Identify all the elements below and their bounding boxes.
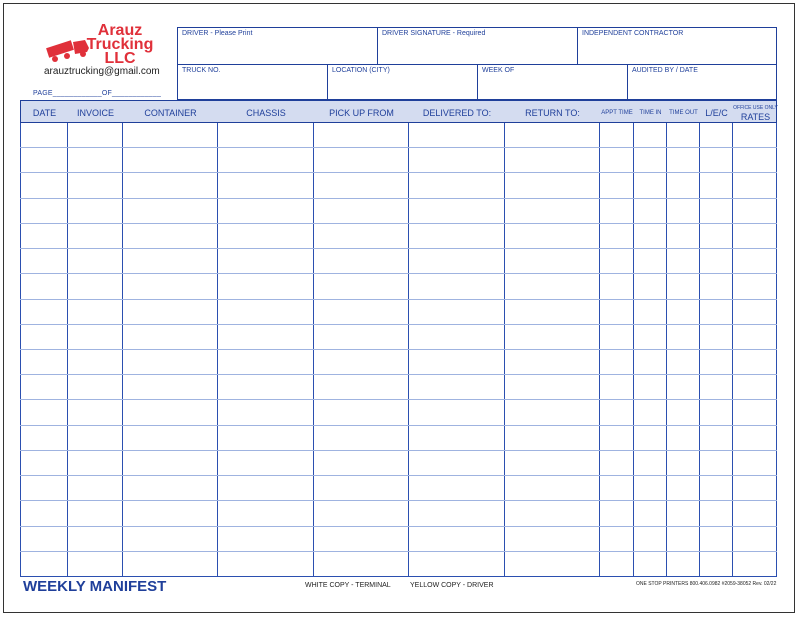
driver-field[interactable] [177,27,378,65]
col-pickup: PICK UP FROM [329,107,394,118]
company-name-line2: Trucking [86,36,154,53]
table-row-line [20,172,777,173]
driver-signature-label: DRIVER SIGNATURE - Required [382,30,486,37]
printer-credit: ONE STOP PRINTERS 800.406.0982 #2059-38052 Rev. 02/22 [636,581,777,587]
table-row-line [20,147,777,148]
grid-column-divider [732,123,733,577]
truck-no-field[interactable] [177,64,328,100]
white-copy-note: WHITE COPY - TERMINAL [305,582,391,589]
grid-column-divider [67,123,68,577]
col-delivered: DELIVERED TO: [422,107,492,118]
company-name [85,24,155,66]
col-lec: L/E/C [705,107,728,118]
driver-label: DRIVER - Please Print [182,30,253,37]
table-row-line [20,349,777,350]
week-of-field[interactable] [477,64,628,100]
table-row-line [20,299,777,300]
col-appt-time: APPT TIME [601,109,633,116]
rates-label: RATES [740,111,771,122]
table-row-line [20,324,777,325]
grid-column-divider [633,123,634,577]
col-chassis: CHASSIS [246,107,286,118]
column-header-row [20,100,777,123]
week-of-label: WEEK OF [482,67,515,74]
grid-column-divider [699,123,700,577]
location-label: LOCATION (CITY) [332,67,390,74]
driver-signature-field[interactable] [377,27,578,65]
table-row-line [20,576,777,577]
table-row-line [20,198,777,199]
independent-contractor-field[interactable] [577,27,777,65]
table-row-line [20,399,777,400]
grid-column-divider [666,123,667,577]
grid-column-divider [313,123,314,577]
col-time-out: TIME OUT [669,109,698,116]
table-row-line [20,475,777,476]
grid-column-divider [599,123,600,577]
col-return: RETURN TO: [525,107,580,118]
independent-contractor-label: INDEPENDENT CONTRACTOR [582,30,684,37]
table-row-line [20,526,777,527]
table-row-line [20,500,777,501]
col-container: CONTAINER [144,107,197,118]
table-row-line [20,273,777,274]
page-of-line: PAGE____________OF____________ [33,90,162,97]
grid-column-divider [408,123,409,577]
col-rates [733,101,778,124]
grid-column-divider [20,123,21,577]
table-row-line [20,551,777,552]
table-row-line [20,248,777,249]
table-row-line [20,450,777,451]
audited-label: AUDITED BY / DATE [632,67,698,74]
grid-column-divider [217,123,218,577]
audited-field[interactable] [627,64,777,100]
table-row-line [20,374,777,375]
table-row-line [20,223,777,224]
location-field[interactable] [327,64,478,100]
company-name-line3: LLC [104,50,136,67]
form-title: WEEKLY MANIFEST [23,578,167,595]
grid-column-divider [504,123,505,577]
office-use-only-label: OFFICE USE ONLY [733,104,778,111]
col-time-in: TIME IN [639,109,662,116]
manifest-grid[interactable] [20,123,777,577]
grid-column-divider [776,123,777,577]
table-row-line [20,425,777,426]
col-invoice: INVOICE [76,107,114,118]
col-date: DATE [32,107,57,118]
truck-no-label: TRUCK NO. [182,67,221,74]
grid-column-divider [122,123,123,577]
company-email: arauztrucking@gmail.com [44,66,160,77]
company-name-line1: Arauz [97,22,143,39]
yellow-copy-note: YELLOW COPY - DRIVER [410,582,494,589]
